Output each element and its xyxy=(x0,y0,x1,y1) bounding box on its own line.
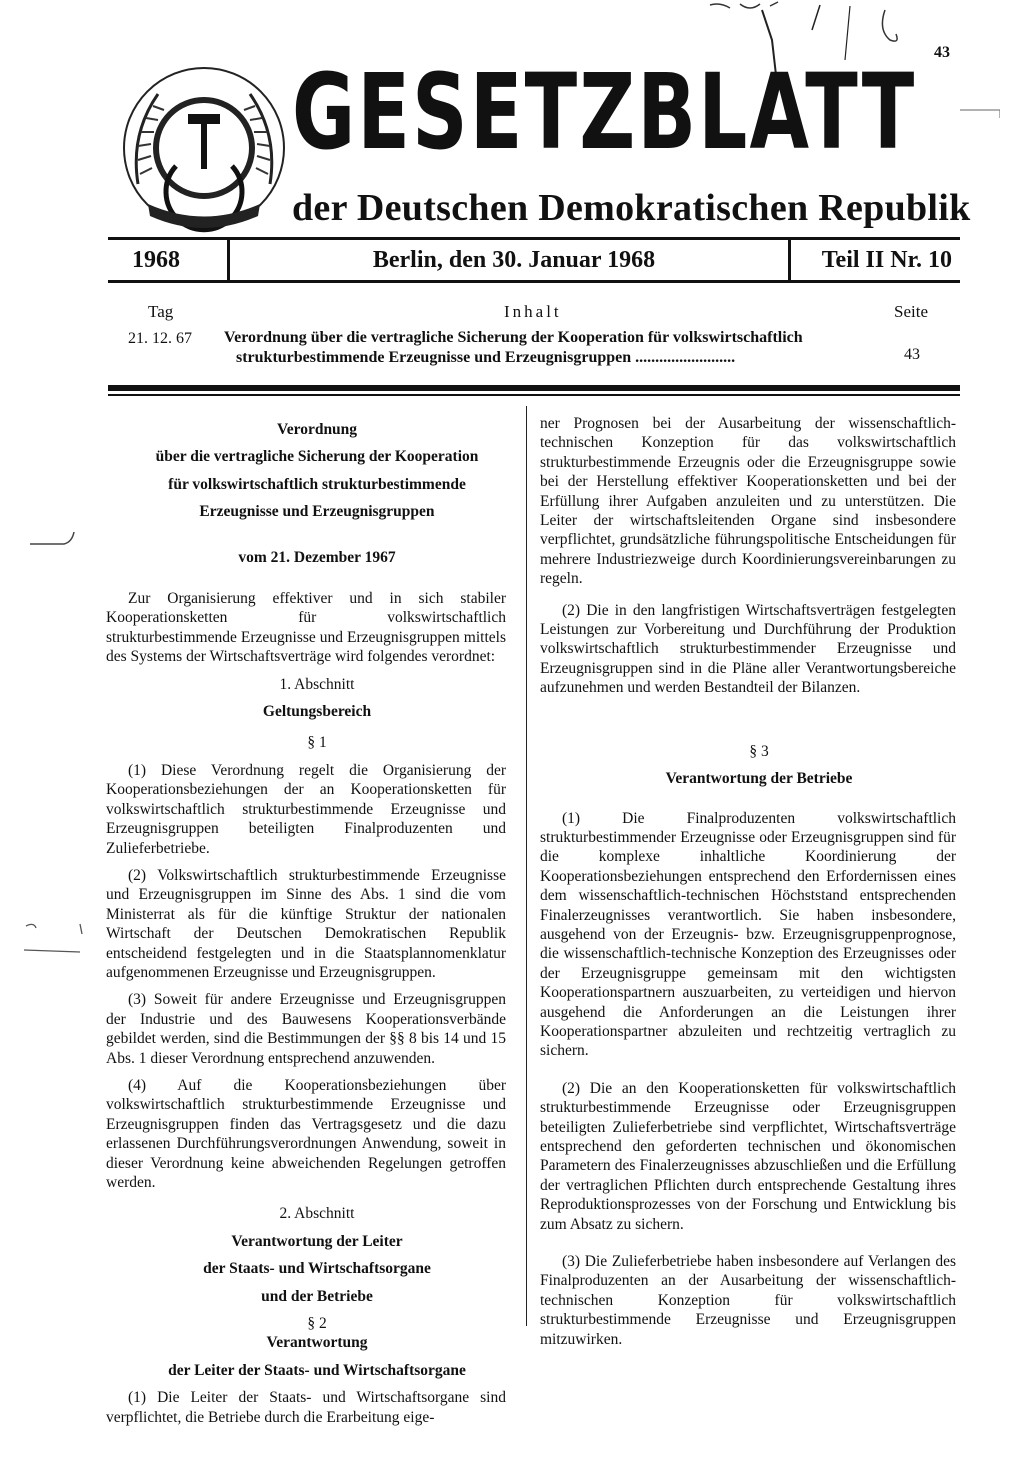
article-date: vom 21. Dezember 1967 xyxy=(238,548,396,566)
article-title-line: über die vertragliche Sicherung der Kooperation xyxy=(155,448,479,466)
toc-entry-title-line1: Verordnung über die vertragliche Sicherung der Kooperation für volkswirtschaftlich xyxy=(224,329,803,346)
article-title-line: Erzeugnisse und Erzeugnisgruppen xyxy=(199,503,435,521)
paragraph3-symbol: § 3 xyxy=(749,742,769,760)
paragraph2-title-line: Verantwortung xyxy=(266,1334,368,1352)
section1-title: Geltungsbereich xyxy=(262,703,372,721)
paragraph3-clause3: (3) Die Zulieferbetriebe haben insbesondere auf Verlangen des Finalproduzenten an der Ausarbeitung der wissenschaftlich-technischen Konzeption für volkswirtschaftlich strukturbestimmende Erzeugnisse und Erzeugnisgruppen mitzuwirken. xyxy=(540,1253,956,1348)
issue-year: 1968 xyxy=(108,240,230,280)
article-title-line: für volkswirtschaftlich strukturbestimmende xyxy=(168,475,466,493)
section1-number: 1. Abschnitt xyxy=(279,675,355,693)
section2-title-line: der Staats- und Wirtschaftsorgane xyxy=(203,1260,431,1278)
right-column xyxy=(540,414,956,1357)
article-title-line: Verordnung xyxy=(276,421,358,438)
paragraph2-clause2: (2) Die in den langfristigen Wirtschaftsverträgen festgelegten Leistungen zur Vorbereitung und Durchführung der Produktion volkswirtschaftlich strukturbestimmender Erzeugnisse und Erzeugnisgruppen sind in die Pläne aller Verantwortungsbereiche aufzunehmen und werden Bestandteil der Bilanzen. xyxy=(540,601,956,697)
margin-mark xyxy=(28,530,78,554)
separator-thick xyxy=(108,385,960,391)
column-divider xyxy=(526,406,527,1326)
paragraph3-title: Verantwortung der Betriebe xyxy=(665,770,853,788)
separator-thin xyxy=(108,394,960,396)
state-emblem xyxy=(118,64,290,242)
section2-title-line: und der Betriebe xyxy=(261,1287,373,1305)
paragraph3-clause1: (1) Die Finalproduzenten volkswirtschaftlich strukturbestimmender Erzeugnisse oder Erzeugnisgruppen sind für die komplexe inhaltliche Koordinierung der Kooperationsbeziehungen entsprechend den Erfordernissen eines dem wissenschaftlich-technischen Höchststand entsprechenden Finalerzeugnisses verantwortlich. Sie haben insbesondere, ausgehend von der Erzeugnis- bzw. Erzeugnisgruppenprognose, die wissenschaftlich-technische Konzeption des Erzeugnisses oder der Erzeugnisgruppe gemeinsam mit den wichtigsten Kooperationspartnern auszuarbeiten, zu verteidigen und hiervon ausgehend die Anforderungen an die Leistungen ihrer Kooperationspartner abzuleiten und rechtzeitig vertraglich zu sichern. xyxy=(540,809,956,1060)
paragraph2-symbol: § 2 xyxy=(307,1315,327,1333)
issue-part: Teil II Nr. 10 xyxy=(788,240,960,280)
toc-col-page: Seite xyxy=(894,302,928,321)
paragraph2-title-line: der Leiter der Staats- und Wirtschaftsorgane xyxy=(168,1361,466,1379)
toc-col-content: Inhalt xyxy=(504,302,562,321)
masthead-subtitle: der Deutschen Demokratischen Republik xyxy=(292,187,971,229)
preamble: Zur Organisierung effektiver und in sich stabiler Kooperationsketten für volkswirtschaftlich strukturbestimmende Erzeugnisse und Erzeugnisgruppen mittels des Systems der Wirtschaftsverträge wird folgendes verordnet: xyxy=(106,590,506,666)
masthead-title: GESETZBLATT xyxy=(292,51,917,173)
issue-date: Berlin, den 30. Januar 1968 xyxy=(372,246,656,273)
paragraph1-clause2: (2) Volkswirtschaftlich strukturbestimmende Erzeugnisse und Erzeugnisgruppen im Sinne des Abs. 1 sind die vom Ministerrat als für die künftige Struktur der nationalen Wirtschaft der Deutschen Demokratischen Republik entscheidend festgelegten und in die Staatsplannomenklatur aufgenommenen Erzeugnisse und Erzeugnisgruppen. xyxy=(106,866,506,981)
paragraph2-clause1-start: (1) Die Leiter der Staats- und Wirtschaftsorgane sind verpflichtet, die Betriebe durch die Erarbeitung eige- xyxy=(106,1389,506,1426)
page-number: 43 xyxy=(934,44,950,61)
paragraph3-clause2: (2) Die an den Kooperationsketten für volkswirtschaftlich strukturbestimmende Erzeugnisse oder Erzeugnisgruppen beteiligten Zulieferbetriebe sind verpflichtet, Wirtschaftsverträge entsprechend den geforderten technischen und ökonomischen Parametern des Finalerzeugnisses abzuschließen und die Erfüllung der vertraglichen Pflichten durch entsprechende Gestaltung ihres Reproduktionsprozesses von der Forschung und Entwicklung bis zum Absatz zu sichern. xyxy=(540,1079,956,1233)
toc-entry-date: 21. 12. 67 xyxy=(128,330,192,347)
section2-number: 2. Abschnitt xyxy=(279,1205,355,1223)
left-column xyxy=(106,420,506,1435)
toc-entry-title xyxy=(224,328,864,368)
section2-title-line: Verantwortung der Leiter xyxy=(231,1232,403,1250)
paragraph1-clause3: (3) Soweit für andere Erzeugnisse und Erzeugnisgruppen der Industrie und des Bauwesens Kooperationsverbände gebildet werden, sind die Bestimmungen der §§ 8 bis 14 und 15 Abs. 1 dieser Verordnung entsprechend anzuwenden. xyxy=(106,991,506,1067)
margin-mark xyxy=(22,920,92,960)
paragraph1-symbol: § 1 xyxy=(307,734,327,752)
toc-entry-title-line2: strukturbestimmende Erzeugnisse und Erzeugnisgruppen ......................... xyxy=(236,349,736,366)
paragraph1-clause1: (1) Diese Verordnung regelt die Organisierung der Kooperationsbeziehungen der an Kooperationsketten für volkswirtschaftlich strukturbestimmende Erzeugnisse und Erzeugnisgruppen beteiligten Finalproduzenten und Zulieferbetriebe. xyxy=(106,761,506,857)
paragraph1-clause4: (4) Auf die Kooperationsbeziehungen über volkswirtschaftlich strukturbestimmende Erzeugnisse und Erzeugnisgruppen finden das Vertragsgesetz und die dazu erlassenen Durchführungsverordnungen Anwendung, soweit in dieser Verordnung keine abweichenden Regelungen getroffen werden. xyxy=(106,1076,506,1191)
toc-entry-page: 43 xyxy=(904,346,920,363)
issue-bar xyxy=(108,237,960,283)
paragraph2-clause1-continued: ner Prognosen bei der Ausarbeitung der wissenschaftlich-technischen Konzeption für das volkswirtschaftlich strukturbestimmende Erzeugnis oder die Erzeugnisgruppe sowie bei der Herstellung effektiver Kooperationsketten und bei der Erfüllung ihrer Aufgaben anzuleiten und zu unterstützen. Die Leiter der wirtschaftsleitenden Organe sind insbesondere verpflichtet, grundsätzliche führungspolitische Entscheidungen für mehrere Industriezweige durch Koordinierungsvereinbarungen zu regeln. xyxy=(540,415,956,588)
toc-col-day: Tag xyxy=(148,302,174,321)
